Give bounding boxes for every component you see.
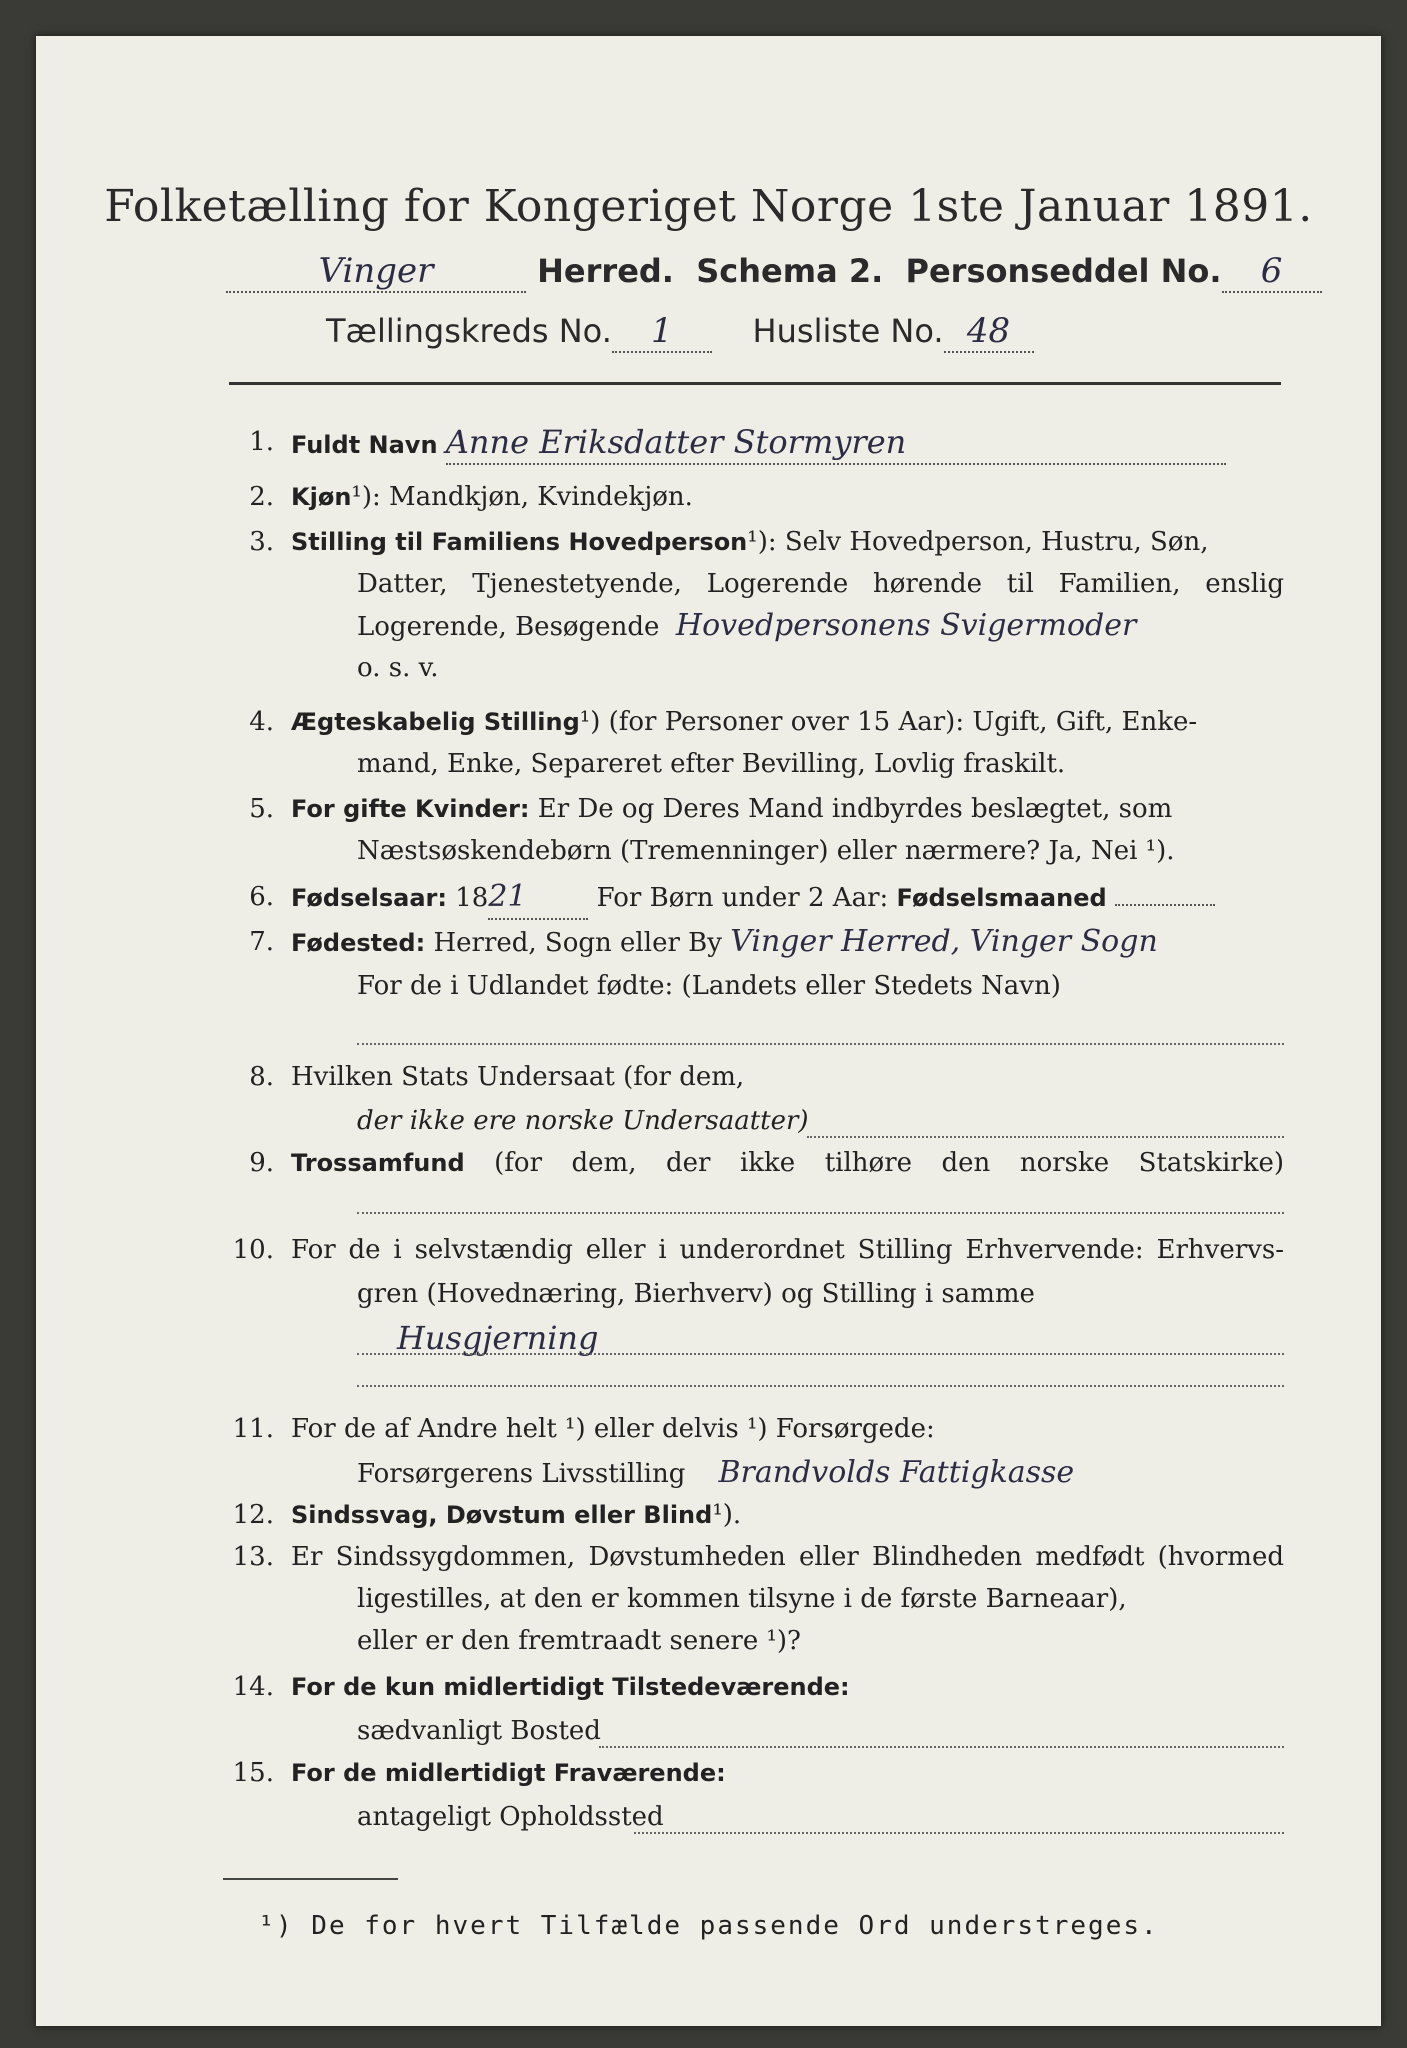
- temporary-absent-label: For de midlertidigt Fraværende:: [291, 1759, 726, 1787]
- husliste-label: Husliste No.: [752, 312, 944, 350]
- herred-label: Herred.: [537, 252, 674, 290]
- item-11: [229, 1408, 1284, 1498]
- usual-residence-label: sædvanligt Bosted: [357, 1716, 601, 1746]
- footnote: ¹) De for hvert Tilfælde passende Ord understreges.: [258, 1911, 1159, 1941]
- item-3: [229, 521, 1284, 701]
- item-number: 12.: [232, 1500, 274, 1530]
- sex-options: ¹): Mandkjøn, Kvindekjøn.: [351, 482, 693, 512]
- birth-year-value: 21: [488, 876, 588, 920]
- occupation-field-1: [357, 1353, 1284, 1355]
- probable-residence-field: [634, 1832, 1284, 1834]
- item-10: [229, 1229, 1284, 1389]
- birthplace-value: Vinger Herred, Vinger Sogn: [730, 924, 1158, 959]
- married-women-question-2: Næstsøskendebørn (Tremenninger) eller nærmere? Ja, Nei ¹).: [357, 836, 1175, 866]
- full-name-value: Anne Eriksdatter Stormyren: [446, 421, 1226, 465]
- item-number: 9.: [249, 1148, 274, 1178]
- family-position-options-1: ¹): Selv Hovedperson, Hustru, Søn,: [747, 527, 1209, 557]
- family-position-value: Hovedpersonens Svigermoder: [675, 608, 1137, 643]
- birth-month-label: Fødselsmaaned: [896, 884, 1107, 912]
- birth-year-prefix: 18: [455, 883, 489, 913]
- item-number: 2.: [249, 482, 274, 512]
- citizenship-question-2: der ikke ere norske Undersaatter): [357, 1106, 809, 1136]
- item-number: 10.: [232, 1235, 274, 1265]
- birthplace-label: Fødested:: [291, 929, 426, 957]
- header-divider: [229, 382, 1281, 385]
- married-women-label: For gifte Kvinder:: [291, 795, 530, 823]
- religion-field: [357, 1212, 1284, 1214]
- item-9: [229, 1142, 1284, 1222]
- family-position-label: Stilling til Familiens Hovedperson: [291, 528, 748, 556]
- item-8: [229, 1056, 1284, 1146]
- header-line-1: [226, 251, 1322, 293]
- citizenship-question-1: Hvilken Stats Undersaat (for dem,: [291, 1062, 745, 1092]
- temporary-present-label: For de kun midlertidigt Tilstedeværende:: [291, 1673, 850, 1701]
- item-number: 7.: [249, 927, 274, 957]
- full-name-label: Fuldt Navn: [291, 431, 438, 459]
- item-4: [229, 701, 1284, 791]
- item-15: [229, 1752, 1284, 1842]
- item-number: 6.: [249, 882, 274, 912]
- occupation-field-2: [357, 1385, 1284, 1387]
- herred-value: Vinger: [226, 251, 526, 293]
- foreign-birthplace-field: [357, 1043, 1284, 1045]
- item-number: 15.: [232, 1758, 274, 1788]
- disability-label: Sindssvag, Døvstum eller Blind: [291, 1501, 713, 1529]
- item-number: 13.: [232, 1542, 274, 1572]
- husliste-value: 48: [944, 311, 1034, 353]
- kreds-value: 1: [612, 311, 712, 353]
- item-number: 1.: [249, 427, 274, 457]
- footnote-divider: [223, 1878, 398, 1880]
- sex-label: Kjøn: [291, 483, 352, 511]
- birth-year-label: Fødselsaar:: [291, 884, 447, 912]
- personseddel-label: Personseddel No.: [905, 252, 1222, 290]
- personseddel-value: 6: [1222, 251, 1322, 293]
- item-number: 11.: [232, 1414, 274, 1444]
- supporter-value: Brandvolds Fattigkasse: [718, 1455, 1075, 1490]
- usual-residence-field: [599, 1746, 1284, 1748]
- religion-note: (for dem, der ikke tilhøre den norske Statskirke): [494, 1148, 1284, 1178]
- religion-label: Trossamfund: [291, 1149, 465, 1177]
- item-number: 4.: [249, 707, 274, 737]
- marital-status-label: Ægteskabelig Stilling: [291, 708, 580, 736]
- form-title: Folketælling for Kongeriget Norge 1ste Januar 1891.: [104, 181, 1313, 232]
- header-line-2: [326, 311, 1034, 353]
- married-women-question-1: Er De og Deres Mand indbyrdes beslægtet, som: [537, 794, 1173, 824]
- occupation-question-2: gren (Hovednæring, Bierhverv) og Stilling i samme: [357, 1279, 1035, 1309]
- birth-month-note: For Børn under 2 Aar:: [596, 883, 889, 913]
- marital-status-options-2: mand, Enke, Separeret efter Bevilling, Lovlig fraskilt.: [357, 749, 1066, 779]
- family-position-options-4: o. s. v.: [357, 653, 439, 683]
- item-14: [229, 1666, 1284, 1756]
- schema-label: Schema 2.: [696, 252, 884, 290]
- item-number: 8.: [249, 1062, 274, 1092]
- occupation-value: Husgjerning: [397, 1319, 599, 1357]
- citizenship-field: [807, 1136, 1284, 1138]
- foreign-birthplace-note: For de i Udlandet fødte: (Landets eller Stedets Navn): [357, 971, 1061, 1001]
- birthplace-note: Herred, Sogn eller By: [433, 928, 722, 958]
- disability-note: ¹).: [712, 1500, 742, 1530]
- congenital-question-3: eller er den fremtraadt senere ¹)?: [357, 1626, 801, 1656]
- birth-month-field: [1115, 904, 1215, 906]
- occupation-question-1: For de i selvstændig eller i underordnet Stilling Erhvervende: Erhvervs-: [291, 1235, 1284, 1265]
- family-position-options-2: Datter, Tjenestetyende, Logerende hørende til Familien, enslig: [357, 569, 1284, 599]
- item-13: [229, 1536, 1284, 1666]
- probable-residence-label: antageligt Opholdssted: [357, 1802, 664, 1832]
- item-number: 5.: [249, 794, 274, 824]
- item-5: [229, 788, 1284, 878]
- census-form: [36, 36, 1381, 2026]
- congenital-question-1: Er Sindssygdommen, Døvstumheden eller Blindheden medfødt (hvormed: [291, 1542, 1284, 1572]
- item-number: 3.: [249, 527, 274, 557]
- supporter-label: Forsørgerens Livsstilling: [357, 1459, 686, 1489]
- support-question: For de af Andre helt ¹) eller delvis ¹) Forsørgede:: [291, 1414, 935, 1444]
- kreds-label: Tællingskreds No.: [326, 312, 612, 350]
- family-position-options-3: Logerende, Besøgende: [357, 612, 660, 642]
- item-1: [229, 421, 1284, 471]
- item-7: [229, 921, 1284, 1071]
- item-number: 14.: [232, 1672, 274, 1702]
- marital-status-options-1: ¹) (for Personer over 15 Aar): Ugift, Gift, Enke-: [579, 707, 1198, 737]
- congenital-question-2: ligestilles, at den er kommen tilsyne i de første Barneaar),: [357, 1584, 1127, 1614]
